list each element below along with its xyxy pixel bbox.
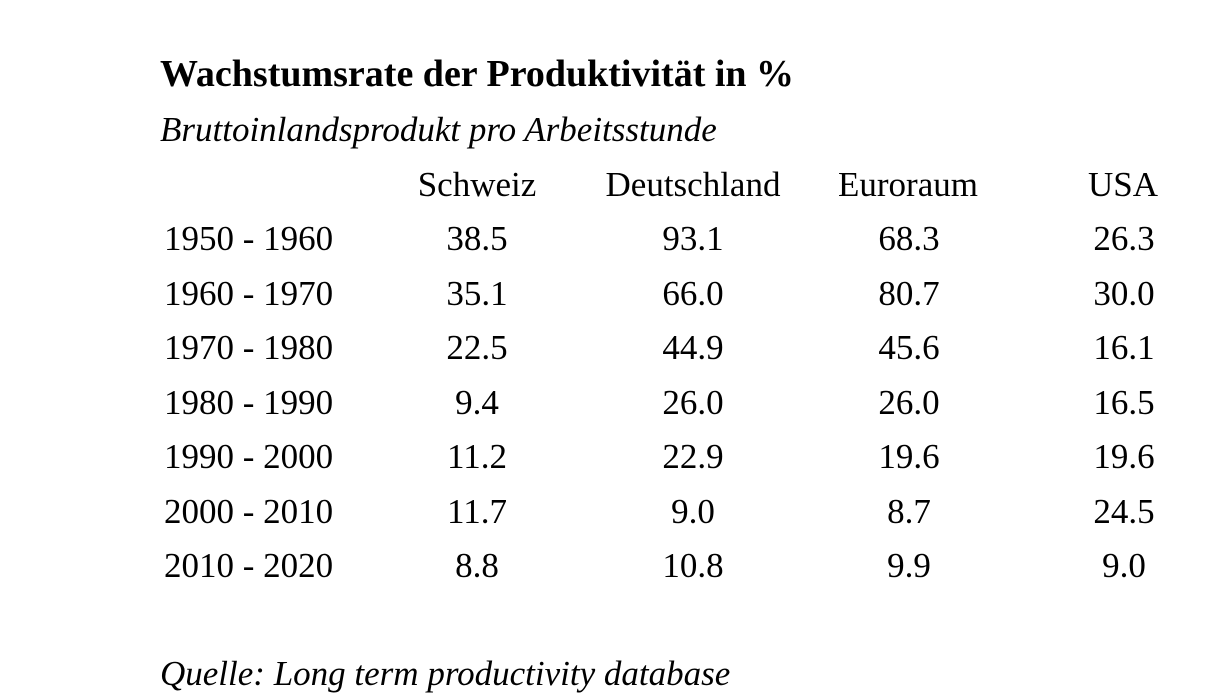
period-cell: 2000 - 2010 [164,492,334,531]
table-row [0,271,1232,317]
value-cell-schweiz: 8.8 [455,546,499,585]
value-cell-schweiz: 11.2 [447,437,507,476]
value-cell-schweiz: 11.7 [447,492,507,531]
value-cell-euroraum: 68.3 [878,219,940,258]
value-cell-schweiz: 38.5 [446,219,508,258]
column-header-euroraum: Euroraum [838,165,978,204]
column-header-schweiz: Schweiz [417,165,537,204]
period-cell: 1990 - 2000 [164,437,334,476]
source-note: Quelle: Long term productivity database [160,654,731,693]
table-row [0,489,1232,535]
value-cell-deutschland: 9.0 [671,492,715,531]
value-cell-euroraum: 19.6 [878,437,940,476]
table-header [0,162,1232,208]
page-title: Wachstumsrate der Produktivität in % [160,53,795,95]
value-cell-euroraum: 26.0 [878,383,940,422]
page-subtitle: Bruttoinlandsprodukt pro Arbeitsstunde [160,110,717,149]
table-row [0,380,1232,426]
value-cell-usa: 19.6 [1093,437,1155,476]
column-header-deutschland: Deutschland [605,165,781,204]
value-cell-usa: 16.5 [1093,383,1155,422]
value-cell-usa: 16.1 [1093,328,1155,367]
value-cell-deutschland: 22.9 [662,437,724,476]
table-row [0,543,1232,589]
value-cell-schweiz: 35.1 [446,274,508,313]
value-cell-euroraum: 80.7 [878,274,940,313]
value-cell-euroraum: 45.6 [878,328,940,367]
period-cell: 1970 - 1980 [164,328,334,367]
period-cell: 1980 - 1990 [164,383,334,422]
value-cell-usa: 9.0 [1102,546,1146,585]
value-cell-schweiz: 9.4 [455,383,499,422]
period-cell: 1950 - 1960 [164,219,334,258]
value-cell-usa: 30.0 [1093,274,1155,313]
value-cell-euroraum: 8.7 [887,492,931,531]
value-cell-euroraum: 9.9 [887,546,931,585]
column-header-usa: USA [1087,165,1159,204]
value-cell-deutschland: 44.9 [662,328,724,367]
period-cell: 2010 - 2020 [164,546,334,585]
value-cell-usa: 24.5 [1093,492,1155,531]
table-row [0,216,1232,262]
value-cell-deutschland: 93.1 [662,219,724,258]
period-cell: 1960 - 1970 [164,274,334,313]
table-row [0,325,1232,371]
table-row [0,434,1232,480]
value-cell-deutschland: 26.0 [662,383,724,422]
value-cell-schweiz: 22.5 [446,328,508,367]
value-cell-usa: 26.3 [1093,219,1155,258]
value-cell-deutschland: 10.8 [662,546,724,585]
value-cell-deutschland: 66.0 [662,274,724,313]
